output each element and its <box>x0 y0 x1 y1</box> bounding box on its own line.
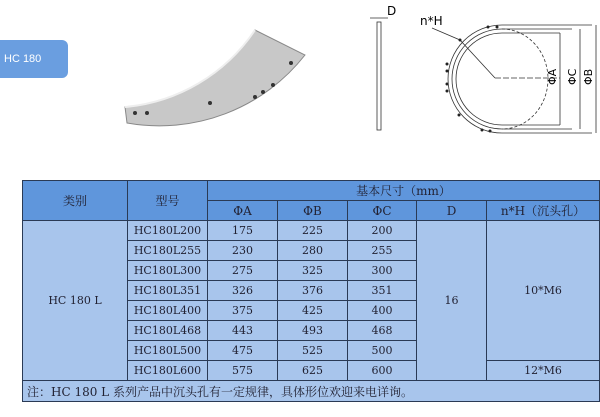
cell: 225 <box>278 221 348 241</box>
cell: 475 <box>208 341 278 361</box>
cell: 400 <box>348 301 417 321</box>
cell: 280 <box>278 241 348 261</box>
header-category: 类别 <box>23 181 128 221</box>
cell: 300 <box>348 261 417 281</box>
header-c: ΦC <box>348 201 417 221</box>
table-row <box>23 221 600 241</box>
cell: HC180L400 <box>128 301 208 321</box>
category-cell: HC 180 L <box>23 221 128 381</box>
a-label: ΦA <box>546 68 559 85</box>
cell: 425 <box>278 301 348 321</box>
cell: HC180L468 <box>128 321 208 341</box>
cell: 275 <box>208 261 278 281</box>
cell: 200 <box>348 221 417 241</box>
c-label: ΦC <box>566 68 579 85</box>
cell: 175 <box>208 221 278 241</box>
cell: 493 <box>278 321 348 341</box>
cell: 326 <box>208 281 278 301</box>
header-d: D <box>417 201 487 221</box>
nh-cell-last: 12*M6 <box>487 361 600 381</box>
d-cell: 16 <box>417 221 487 381</box>
cell: 325 <box>278 261 348 281</box>
cell: 575 <box>208 361 278 381</box>
cell: 443 <box>208 321 278 341</box>
header-b: ΦB <box>278 201 348 221</box>
cell: HC180L600 <box>128 361 208 381</box>
d-label: D <box>387 4 397 18</box>
cell: HC180L351 <box>128 281 208 301</box>
cell: 600 <box>348 361 417 381</box>
cell: 375 <box>208 301 278 321</box>
b-label: ΦB <box>582 68 595 85</box>
header-model: 型号 <box>128 181 208 221</box>
ring-photo <box>115 25 315 145</box>
cell: HC180L300 <box>128 261 208 281</box>
cell: 230 <box>208 241 278 261</box>
cell: 255 <box>348 241 417 261</box>
spec-table <box>22 180 600 402</box>
header-a: ΦA <box>208 201 278 221</box>
cell: 500 <box>348 341 417 361</box>
product-tag[interactable]: HC 180 <box>0 40 68 78</box>
nh-label: n*H <box>420 14 443 28</box>
cell: 525 <box>278 341 348 361</box>
technical-drawing <box>360 0 600 140</box>
header-basic-size: 基本尺寸（mm） <box>208 181 600 201</box>
table-note: 注：HC 180 L 系列产品中沉头孔有一定规律，具体形位欢迎来电详询。 <box>23 381 600 402</box>
cell: 468 <box>348 321 417 341</box>
cell: HC180L500 <box>128 341 208 361</box>
nh-cell: 10*M6 <box>487 221 600 361</box>
cell: 625 <box>278 361 348 381</box>
cell: HC180L255 <box>128 241 208 261</box>
header-nh: n*H（沉头孔） <box>487 201 600 221</box>
cell: HC180L200 <box>128 221 208 241</box>
cell: 376 <box>278 281 348 301</box>
cell: 351 <box>348 281 417 301</box>
